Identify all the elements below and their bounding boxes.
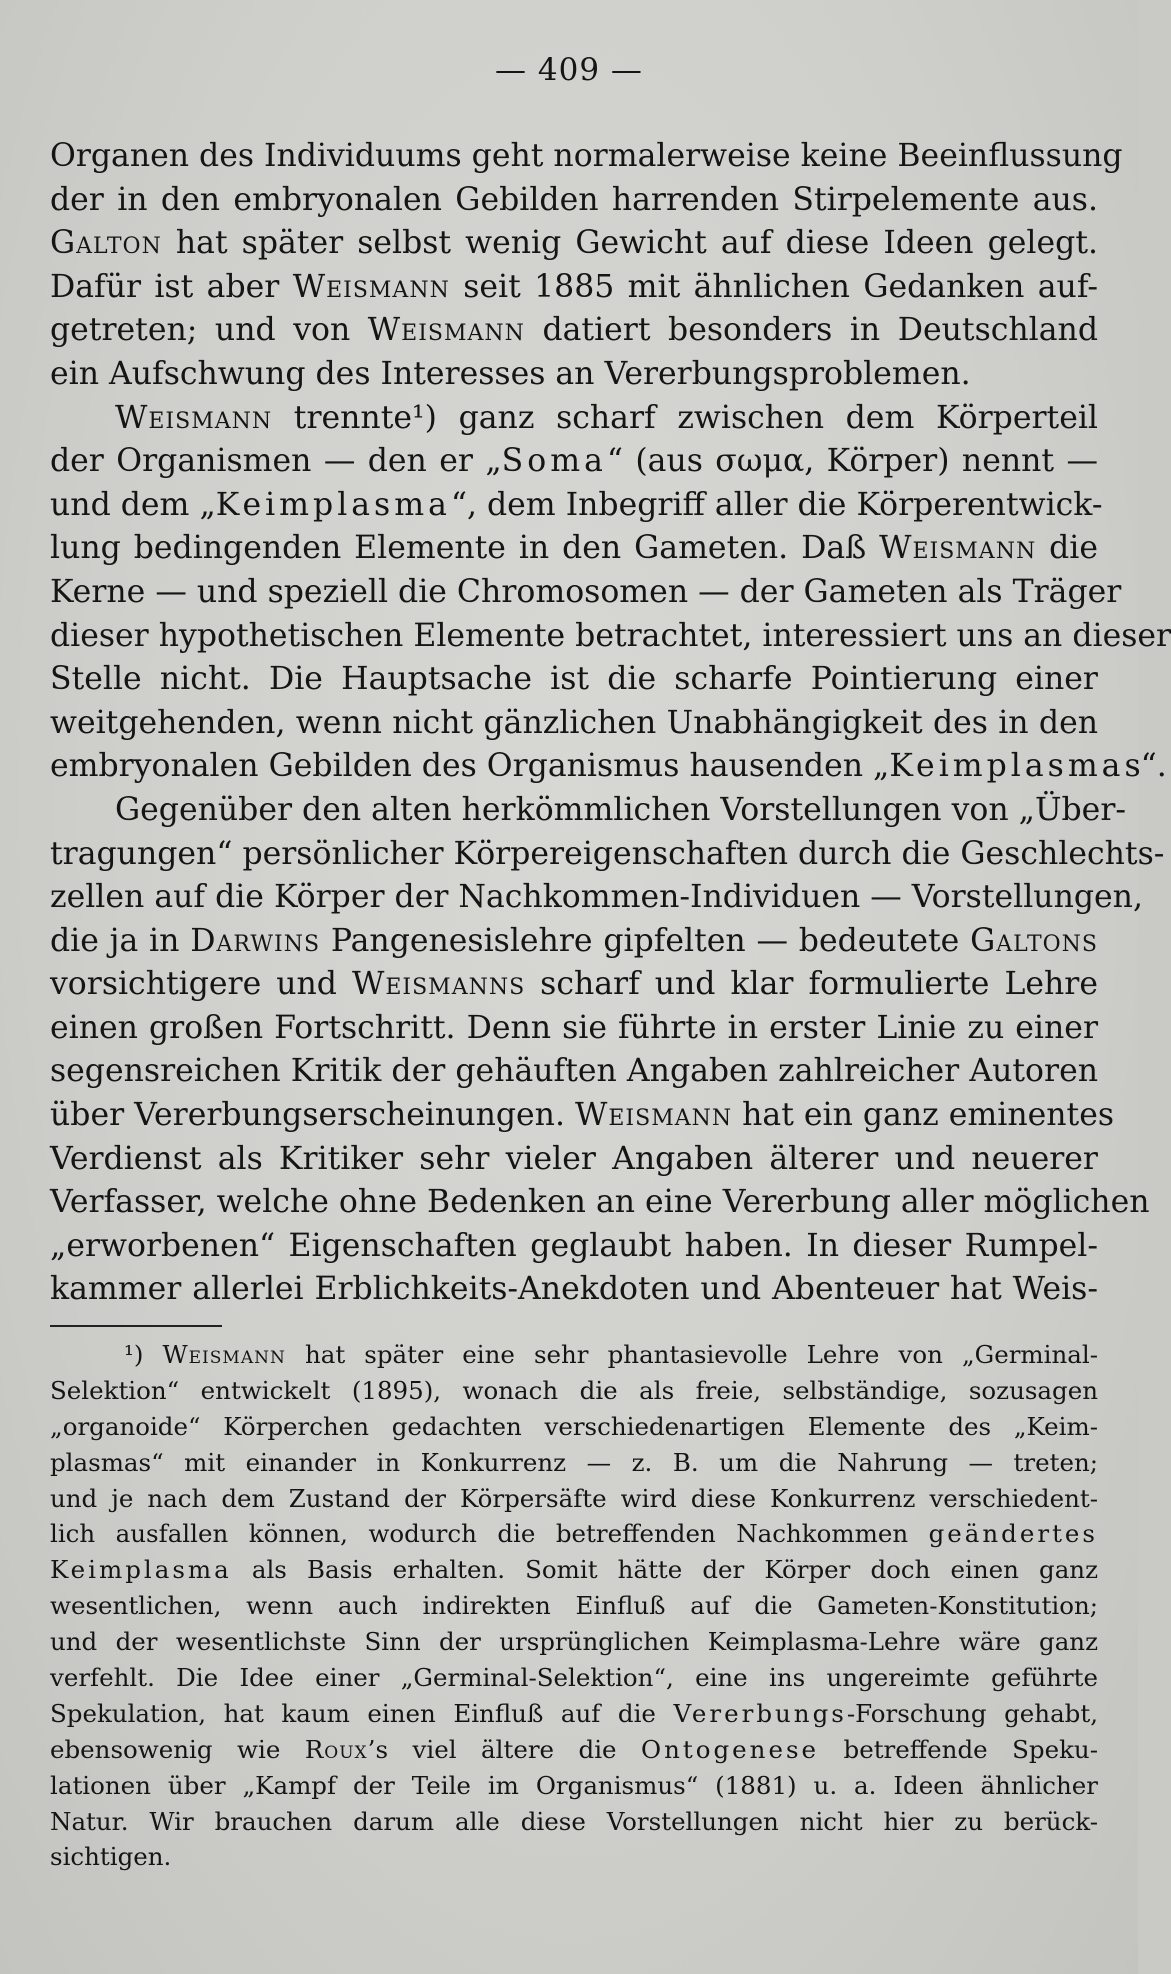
text-line: weitgehenden, wenn nicht gänzlichen Unabhängigkeit des in den xyxy=(50,704,1098,741)
footnote-line: verfehlt. Die Idee einer „Germinal-Selektion“, eine ins ungereimte geführte xyxy=(50,1663,1098,1693)
footnote-line: ¹) Weismann hat später eine sehr phantasievolle Lehre von „Germinal- xyxy=(124,1340,1098,1369)
text-line: Organen des Individuums geht normalerweise keine Beeinflussung xyxy=(50,138,1123,174)
text-line: lung bedingenden Elemente in den Gameten. Daß Weismann die xyxy=(50,530,1098,567)
text-line: Dafür ist aber Weismann seit 1885 mit ähnlichen Gedanken auf- xyxy=(50,268,1099,305)
footnote-line: lationen über „Kampf der Teile im Organismus“ (1881) u. a. Ideen ähnlicher xyxy=(50,1770,1098,1800)
text-line: tragungen“ persönlicher Körpereigenschaften durch die Geschlechts- xyxy=(50,835,1165,872)
footnote-line: Keimplasma als Basis erhalten. Somit hätte der Körper doch einen ganz xyxy=(50,1555,1098,1585)
text-line: embryonalen Gebilden des Organismus hausenden „Keimplasmas“. xyxy=(50,748,1167,785)
footnote-line: sichtigen. xyxy=(50,1842,172,1872)
text-line: vorsichtigere und Weismanns scharf und klar formulierte Lehre xyxy=(50,966,1098,1003)
text-line: kammer allerlei Erblichkeits-Anekdoten und Abenteuer hat Weis- xyxy=(50,1271,1098,1308)
footnote-line: und je nach dem Zustand der Körpersäfte wird diese Konkurrenz verschiedent- xyxy=(50,1483,1098,1513)
text-line: ein Aufschwung des Interesses an Vererbungsproblemen. xyxy=(50,355,971,392)
page-number: — 409 — xyxy=(495,52,643,88)
text-line: und dem „Keimplasma“, dem Inbegriff aller die Körperentwick- xyxy=(50,486,1103,523)
text-line: dieser hypothetischen Elemente betrachtet, interessiert uns an dieser xyxy=(50,617,1171,654)
text-line: „erworbenen“ Eigenschaften geglaubt haben. In dieser Rumpel- xyxy=(50,1227,1098,1264)
text-line: über Vererbungserscheinungen. Weismann hat ein ganz eminentes xyxy=(50,1097,1115,1134)
footnote-line: Selektion“ entwickelt (1895), wonach die als freie, selbständige, sozusagen xyxy=(50,1375,1098,1405)
text-line: zellen auf die Körper der Nachkommen-Individuen — Vorstellungen, xyxy=(50,879,1143,916)
text-line: Weismann trennte¹) ganz scharf zwischen dem Körperteil xyxy=(115,399,1098,436)
footnote-divider xyxy=(50,1325,222,1327)
text-line: einen großen Fortschritt. Denn sie führte in erster Linie zu einer xyxy=(50,1009,1098,1046)
text-line: der Organismen — den er „Soma“ (aus σωμα, Körper) nennt — xyxy=(50,443,1098,480)
text-line: Verfasser, welche ohne Bedenken an eine Vererbung aller möglichen xyxy=(50,1184,1150,1221)
text-line: Verdienst als Kritiker sehr vieler Angaben älterer und neuerer xyxy=(50,1140,1098,1177)
text-line: Kerne — und speziell die Chromosomen — der Gameten als Träger xyxy=(50,573,1122,610)
text-line: getreten; und von Weismann datiert besonders in Deutschland xyxy=(50,312,1098,349)
text-line: Galton hat später selbst wenig Gewicht auf diese Ideen gelegt. xyxy=(50,225,1098,262)
footnote xyxy=(50,1337,1098,1875)
footnote-line: ebensowenig wie Roux’s viel ältere die Ontogenese betreffende Speku- xyxy=(50,1734,1098,1764)
footnote-line: wesentlichen, wenn auch indirekten Einfluß auf die Gameten-Konstitution; xyxy=(50,1591,1098,1621)
footnote-line: lich ausfallen können, wodurch die betreffenden Nachkommen geändertes xyxy=(50,1519,1098,1549)
text-line: segensreichen Kritik der gehäuften Angaben zahlreicher Autoren xyxy=(50,1053,1098,1090)
text-line: der in den embryonalen Gebilden harrenden Stirpelemente aus. xyxy=(50,181,1098,218)
main-text xyxy=(50,135,1171,1312)
footnote-line: Spekulation, hat kaum einen Einfluß auf die Vererbungs-Forschung gehabt, xyxy=(50,1698,1098,1728)
footnote-line: „organoide“ Körperchen gedachten verschiedenartigen Elemente des „Keim- xyxy=(50,1411,1098,1441)
footnote-line: Natur. Wir brauchen darum alle diese Vorstellungen nicht hier zu berück- xyxy=(50,1806,1098,1836)
text-line: Stelle nicht. Die Hauptsache ist die scharfe Pointierung einer xyxy=(50,661,1098,698)
footnote-line: und der wesentlichste Sinn der ursprünglichen Keimplasma-Lehre wäre ganz xyxy=(50,1627,1098,1657)
text-line: Gegenüber den alten herkömmlichen Vorstellungen von „Über- xyxy=(115,791,1127,828)
text-line: die ja in Darwins Pangenesislehre gipfelten — bedeutete Galtons xyxy=(50,922,1098,959)
footnote-line: plasmas“ mit einander in Konkurrenz — z. B. um die Nahrung — treten; xyxy=(50,1447,1098,1477)
